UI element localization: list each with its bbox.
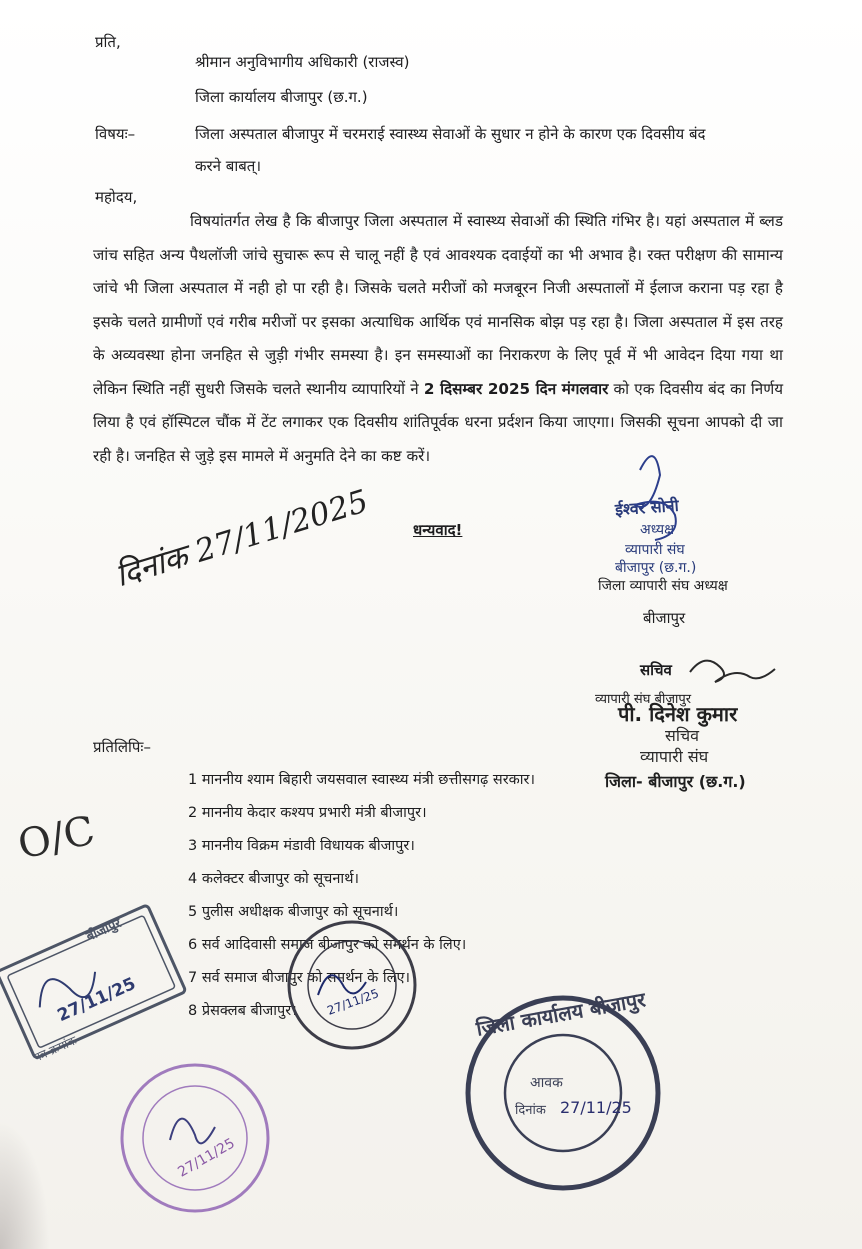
secretary-signature [690, 661, 775, 682]
cc-item: 5 पुलीस अधीक्षक बीजापुर को सूचनार्थ। [188, 904, 399, 920]
body-text-1: विषयांतर्गत लेख है कि बीजापुर जिला अस्पताल में स्वास्थ्य सेवाओं की स्थिति गंभिर है। यहां अस्पताल में ब्लड जांच सहित अन्य पैथलॉजी जांचे सुचारू रूप से चालू नहीं है एवं आवश्यक दवाईयों का भी अभाव है। रक्त परीक्षण की सामान्य जांचे भी जिला अस्पताल में नही हो पा रही है। जिसके चलते मरीजों को मजबूरन निजी अस्पतालों में ईलाज कराना पड़ रहा है इसके चलते ग्रामीणों एवं गरीब मरीजों पर इसका अत्याधिक आर्थिक एवं मानसिक बोझ पड़ रहा है। जिला अस्पताल में इस तरह के अव्यवस्था होना जनहित से जुड़ी गंभीर समस्या है। इन समस्याओं का निराकरण के लिए पूर्व में भी आवेदन दिया गया था लेकिन स्थिति नहीं सुधरी जिसके चलते स्थानीय व्यापारियों ने [93, 212, 783, 398]
to-label: प्रति, [95, 33, 121, 51]
left-stamp-date: 27/11/25 [54, 973, 139, 1027]
president-signature [635, 456, 676, 540]
president-place: बीजापुर (छ.ग.) [615, 560, 697, 576]
left-stamp-label: पत्र क्रमांक [31, 1033, 80, 1065]
subject-label: विषयः– [95, 125, 136, 143]
secretary-label: सचिव [640, 661, 672, 679]
thanks: धन्यवाद! [413, 521, 463, 539]
president-name: ईश्वर सोनी [614, 495, 680, 520]
office-stamp-inward: आवक [530, 1075, 563, 1091]
president-stamp-line: जिला व्यापारी संघ अध्यक्ष [598, 578, 728, 594]
secretary-stamp-place: जिला- बीजापुर (छ.ग.) [605, 772, 746, 791]
purple-stamp-date: 27/11/25 [175, 1135, 238, 1181]
president-org: व्यापारी संघ [625, 542, 685, 558]
cc-item: 3 माननीय विक्रम मंडावी विधायक बीजापुर। [188, 838, 415, 854]
subject-line-1: जिला अस्पताल बीजापुर में चरमराई स्वास्थ्य सेवाओं के सुधार न होने के कारण एक दिवसीय बंद [195, 125, 706, 143]
secretary-org-line: व्यापारी संघ बीजापुर [595, 692, 692, 707]
purple-round-stamp [122, 1065, 268, 1211]
cc-item: 1 माननीय श्याम बिहारी जयसवाल स्वास्थ्य मंत्री छत्तीसगढ़ सरकार। [188, 772, 535, 788]
cc-item: 6 सर्व आदिवासी समाज बीजापुर को समर्थन के लिए। [188, 937, 467, 953]
secretary-stamp-title: सचिव [665, 726, 700, 745]
office-stamp-title: जिला कार्यालय बीजापुर [474, 987, 648, 1041]
recipient-line-2: जिला कार्यालय बीजापुर (छ.ग.) [195, 88, 368, 106]
left-stamp-place: बीजापुर [84, 916, 124, 945]
center-round-stamp [289, 922, 415, 1048]
body-date-bold: 2 दिसम्बर 2025 दिन मंगलवार [423, 379, 609, 398]
center-stamp-date: 27/11/25 [325, 986, 381, 1018]
recipient-line-1: श्रीमान अनुविभागीय अधिकारी (राजस्व) [195, 53, 410, 71]
secretary-stamp-name: पी. दिनेश कुमार [618, 702, 738, 726]
handwritten-date: दिनांक 27/11/2025 [111, 483, 373, 595]
president-title: अध्यक्ष [640, 522, 675, 538]
subject-line-2: करने बाबत्। [195, 157, 261, 175]
office-stamp-date-label: दिनांक [515, 1103, 546, 1118]
salutation: महोदय, [95, 188, 138, 206]
cc-label: प्रतिलिपिः– [93, 738, 151, 756]
cc-item: 8 प्रेसक्लब बीजापुर। [188, 1003, 297, 1019]
body-text-2: को एक दिवसीय बंद का निर्णय लिया है एवं हॉस्पिटल चौंक में टेंट लगाकर एक दिवसीय शांतिपूर्वक धरना प्रर्दशन किया जाएगा। जिसकी सूचना आपको दी जा रही है। जनहित से जुड़े इस मामले में अनुमति देने का कष्ट करें। [93, 379, 783, 465]
president-city: बीजापुर [643, 609, 686, 627]
secretary-stamp-org: व्यापारी संघ [640, 747, 709, 766]
office-stamp-date: 27/11/25 [560, 1098, 632, 1117]
cc-item: 2 माननीय केदार कश्यप प्रभारी मंत्री बीजापुर। [188, 805, 427, 821]
cc-item: 4 कलेक्टर बीजापुर को सूचनार्थ। [188, 871, 359, 887]
cc-item: 7 सर्व समाज बीजापुर को समर्थन के लिए। [188, 970, 410, 986]
oc-mark: O/C [14, 807, 99, 869]
